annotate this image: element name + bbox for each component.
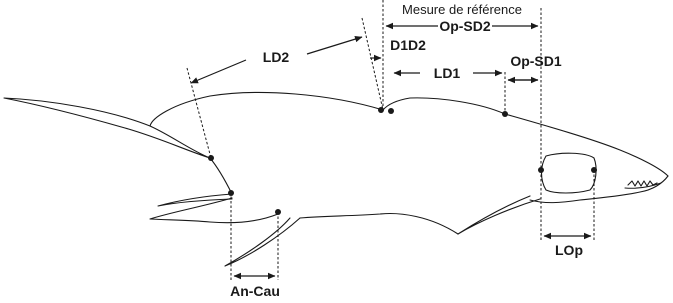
head-outline [580,176,668,200]
label-an-cau: An-Cau [230,283,280,299]
landmark-second-dorsal-end [378,107,384,113]
label-reference-measure: Mesure de référence [402,2,522,17]
labels [230,2,583,299]
caudal-fin-lower [158,194,232,206]
landmark-anal-origin [228,190,234,196]
belly-line [300,214,458,234]
ld2-arrow-left [191,60,246,83]
landmark-eye-front [591,167,597,173]
landmark-first-dorsal-start [388,108,394,114]
pelvic-fin [225,218,300,266]
caudal-peduncle [210,158,232,194]
second-dorsal-fin [150,92,383,126]
pectoral-fin [458,196,540,234]
anal-fin [150,198,278,223]
landmark-operculum-edge [538,167,544,173]
ld2-right-guide [362,18,383,110]
label-ld1: LD1 [433,65,461,81]
caudal-fin-upper [4,98,210,158]
label-op-sd1: Op-SD1 [510,53,562,69]
ld2-arrow-right [307,37,362,54]
ld2-left-guide [187,68,211,158]
landmark-caudal-origin [275,209,281,215]
operculum [542,153,597,193]
label-ld2: LD2 [262,49,290,65]
fish-outline [4,92,668,266]
landmark-first-dorsal-origin [502,111,508,117]
label-d1d2: D1D2 [390,37,426,53]
ventral-profile [530,200,580,203]
landmark-caudal-notch [208,155,214,161]
label-lop: LOp [555,242,583,258]
dorsal-profile [383,98,668,176]
label-op-sd2: Op-SD2 [439,18,491,34]
